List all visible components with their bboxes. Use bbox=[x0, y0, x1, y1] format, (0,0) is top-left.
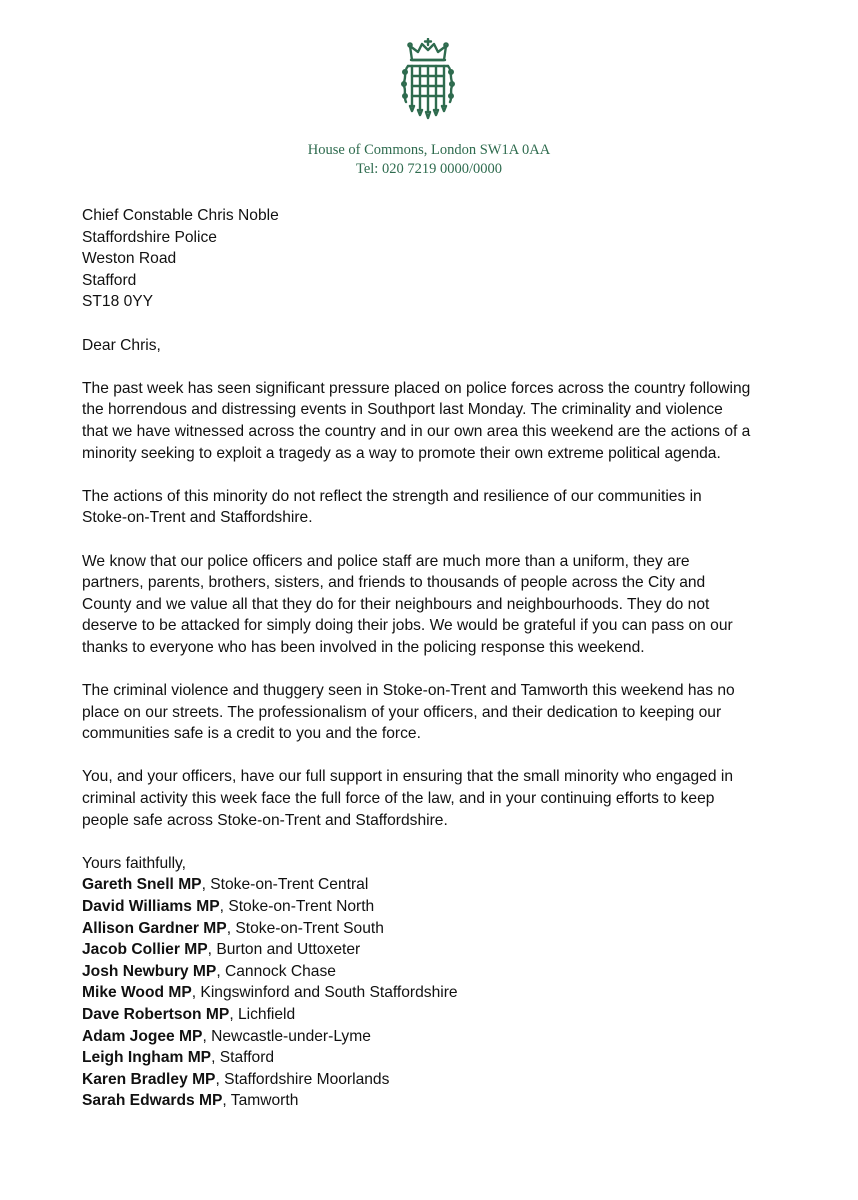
signatory bbox=[82, 874, 782, 896]
paragraph-line: The criminal violence and thuggery seen in Stoke-on-Trent and Tamworth this weekend has no bbox=[82, 682, 735, 700]
signatory-name: David Williams MP bbox=[82, 898, 220, 915]
signatory bbox=[82, 918, 782, 940]
signatory-constituency: , Stoke-on-Trent North bbox=[219, 898, 375, 915]
paragraph-line: The actions of this minority do not reflect the strength and resilience of our communities in bbox=[82, 487, 702, 505]
signatory-constituency: , Stafford bbox=[211, 1049, 275, 1067]
signatory-constituency: , Staffordshire Moorlands bbox=[215, 1070, 390, 1088]
paragraph-line: Stoke-on-Trent and Staffordshire. bbox=[82, 509, 313, 527]
signatory-name: Mike Wood MP bbox=[82, 984, 192, 1002]
body-paragraph-2 bbox=[82, 486, 782, 529]
signatory-name: Adam Jogee MP bbox=[82, 1027, 203, 1045]
paragraph-line: thanks to everyone who has been involved in the policing response this weekend. bbox=[82, 638, 645, 656]
signatory-constituency: , Cannock Chase bbox=[216, 962, 336, 980]
letterhead bbox=[0, 141, 858, 179]
signatory bbox=[82, 896, 782, 918]
recipient-name: Chief Constable Chris Noble bbox=[82, 207, 279, 224]
portcullis-crest-icon bbox=[398, 38, 458, 120]
body-paragraph-4 bbox=[82, 680, 782, 745]
body-paragraph-3 bbox=[82, 551, 782, 659]
signatory bbox=[82, 1004, 782, 1026]
signatory bbox=[82, 1090, 782, 1112]
paragraph-line: people safe across Stoke-on-Trent and Staffordshire. bbox=[82, 811, 448, 829]
paragraph-line: that we have witnessed across the country and in our own area this weekend are the actions of a bbox=[82, 422, 751, 440]
signatory bbox=[82, 1026, 782, 1048]
signatory bbox=[82, 961, 782, 983]
paragraph-line: partners, parents, brothers, sisters, and friends to thousands of people across the City and bbox=[82, 574, 706, 592]
signatory-name: Sarah Edwards MP bbox=[82, 1092, 223, 1110]
paragraph-line: place on our streets. The professionalism of your officers, and their dedication to keeping our bbox=[82, 703, 722, 721]
paragraph-line: minority seeking to exploit a tragedy as a way to promote their own extreme political agenda. bbox=[82, 444, 721, 462]
paragraph-line: The past week has seen significant pressure placed on police forces across the country following bbox=[82, 379, 751, 397]
signatory-name: Karen Bradley MP bbox=[82, 1070, 216, 1088]
letterhead-address: House of Commons, London SW1A 0AA bbox=[307, 142, 551, 158]
recipient-organisation: Staffordshire Police bbox=[82, 228, 217, 246]
letter-body bbox=[82, 205, 782, 1112]
signatory-constituency: , Burton and Uttoxeter bbox=[207, 941, 361, 959]
signatory bbox=[82, 1069, 782, 1091]
signatory-name: Allison Gardner MP bbox=[82, 919, 227, 937]
signoff: Yours faithfully, bbox=[82, 854, 187, 872]
paragraph-line: the horrendous and distressing events in Southport last Monday. The criminality and violence bbox=[82, 401, 723, 419]
signatory-constituency: , Newcastle-under-Lyme bbox=[202, 1027, 371, 1045]
paragraph-line: You, and your officers, have our full support in ensuring that the small minority who engaged in bbox=[82, 768, 733, 786]
paragraph-line: deserve to be attacked for simply doing their jobs. We would be grateful if you can pass on our bbox=[82, 617, 733, 635]
recipient-postcode: ST18 0YY bbox=[82, 293, 154, 311]
paragraph-line: communities safe is a credit to you and the force. bbox=[82, 725, 421, 743]
signatory-list bbox=[82, 874, 782, 1112]
recipient-town: Stafford bbox=[82, 271, 137, 289]
recipient-street: Weston Road bbox=[82, 250, 177, 268]
paragraph-line: County and we value all that they do for their neighbours and neighbourhoods. They do not bbox=[82, 595, 710, 613]
letter-paragraphs bbox=[82, 378, 782, 831]
salutation: Dear Chris, bbox=[82, 336, 161, 354]
body-paragraph-1 bbox=[82, 378, 782, 464]
signatory-constituency: , Tamworth bbox=[222, 1092, 299, 1110]
paragraph-line: criminal activity this week face the full force of the law, and in your continuing efforts to keep bbox=[82, 790, 715, 808]
signatory-constituency: , Stoke-on-Trent South bbox=[226, 919, 384, 937]
letterhead-telephone: Tel: 020 7219 0000/0000 bbox=[356, 161, 502, 177]
signatory bbox=[82, 939, 782, 961]
body-paragraph-5 bbox=[82, 766, 782, 831]
signatory-name: Gareth Snell MP bbox=[82, 876, 202, 894]
signatory bbox=[82, 982, 782, 1004]
recipient-address bbox=[82, 205, 782, 313]
signatory bbox=[82, 1047, 782, 1069]
signatory-name: Leigh Ingham MP bbox=[82, 1049, 212, 1067]
signatory-constituency: , Lichfield bbox=[229, 1005, 296, 1023]
signatory-name: Josh Newbury MP bbox=[82, 962, 217, 980]
signatory-name: Dave Robertson MP bbox=[82, 1005, 230, 1023]
signatory-name: Jacob Collier MP bbox=[82, 941, 208, 959]
signatory-constituency: , Stoke-on-Trent Central bbox=[201, 876, 369, 894]
signatory-constituency: , Kingswinford and South Staffordshire bbox=[191, 984, 458, 1002]
paragraph-line: We know that our police officers and police staff are much more than a uniform, they are bbox=[82, 552, 690, 570]
